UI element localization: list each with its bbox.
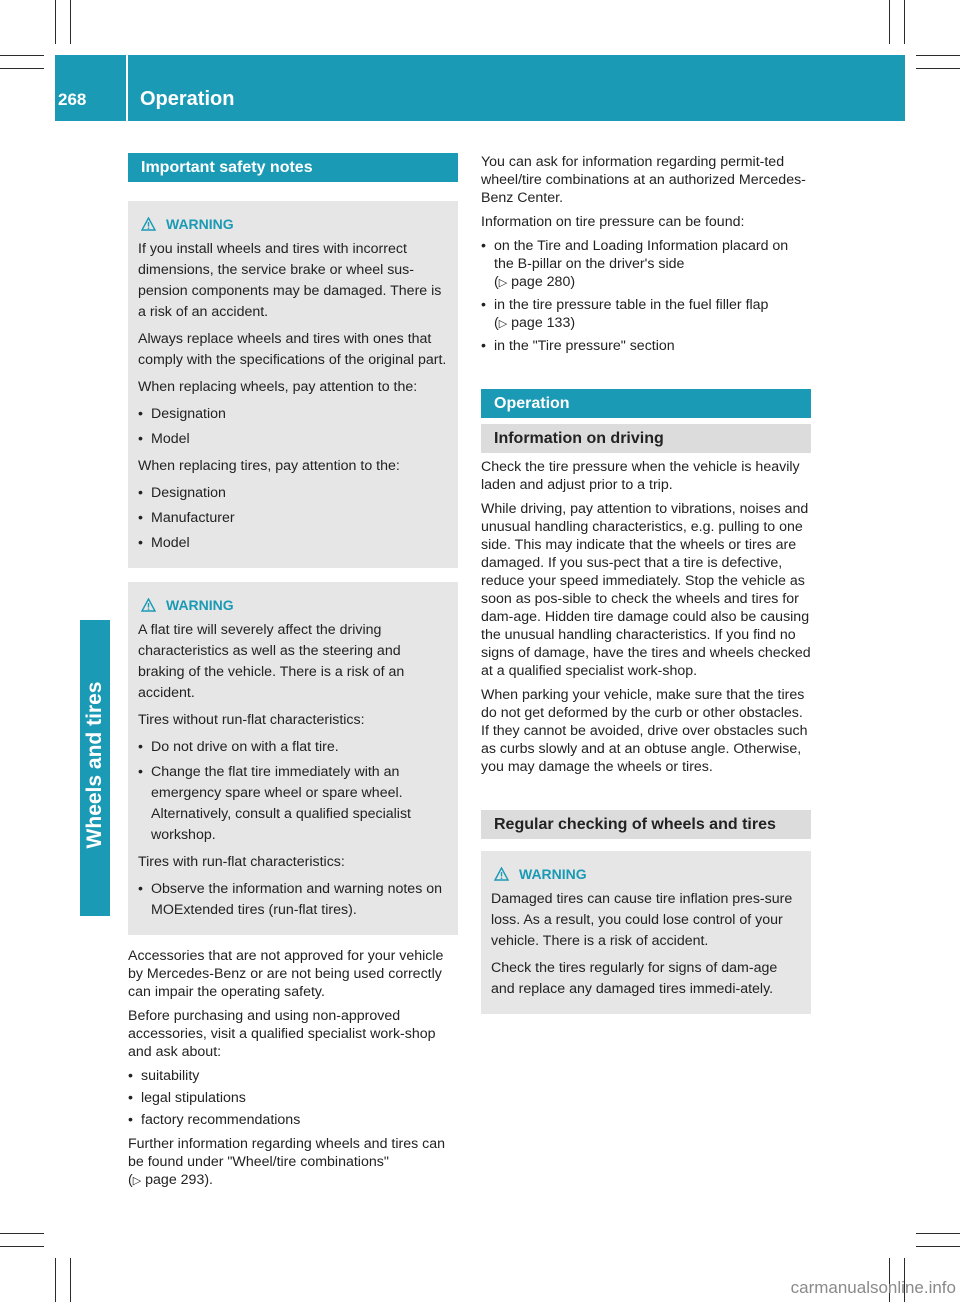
run-flat-none-list xyxy=(138,737,448,846)
warning-text: Tires with run-flat characteristics: xyxy=(138,854,345,870)
crop-mark xyxy=(0,68,44,69)
page-reference-text: page 133) xyxy=(511,315,576,331)
list-item: • factory recommendations xyxy=(128,1111,458,1129)
crop-mark xyxy=(889,0,890,44)
paragraph-text: Further information regarding wheels and tires can be found under "Wheel/tire combinations" xyxy=(128,1136,446,1170)
list-item: • Model xyxy=(138,533,448,554)
warning-text: Always replace wheels and tires with ones that comply with the specifications of the original part. xyxy=(138,331,447,368)
warning-text: When replacing tires, pay attention to the: xyxy=(138,458,400,474)
list-item: • Observe the information and warning notes on MOExtended tires (run-flat tires). xyxy=(138,879,448,921)
list-item: • Designation xyxy=(138,483,448,504)
crop-mark xyxy=(904,0,905,44)
triangle-right-icon: ▷ xyxy=(132,1175,142,1187)
subsection-title-driving: Information on driving xyxy=(481,424,811,453)
list-item: • Model xyxy=(138,429,448,450)
page-number: 268 xyxy=(58,90,87,109)
warning-text: Tires without run-flat characteristics: xyxy=(138,712,365,728)
subsection-title-regular-checking: Regular checking of wheels and tires xyxy=(481,810,811,839)
warning-triangle-icon xyxy=(494,867,509,881)
list-item: • Do not drive on with a flat tire. xyxy=(138,737,448,758)
run-flat-list xyxy=(138,879,448,921)
paragraph: Information on tire pressure can be found: xyxy=(481,214,745,230)
paragraph: While driving, pay attention to vibrations, noises and unusual handling characteristics, e.g. pulling to one side. This may indicate that the wheels or tires are damaged. If you sus-pect that a tire is defective, reduce your speed immediately. Stop the vehicle as soon as pos-sible to check the wheels and tires for dam-age. Hidden tire damage could also be causing the unusual handling characteristics. If you find no signs of damage, have the tires and wheels checked at a qualified specialist work-shop. xyxy=(481,501,811,679)
warning-heading xyxy=(138,594,448,616)
warning-heading xyxy=(138,213,448,235)
triangle-right-icon: ▷ xyxy=(498,318,508,330)
driving-text xyxy=(481,458,811,776)
warning-triangle-icon xyxy=(141,217,156,231)
left-column xyxy=(128,153,458,1196)
list-item xyxy=(481,296,811,333)
tire-pressure-sources-list xyxy=(481,237,811,355)
list-item: • suitability xyxy=(128,1067,458,1085)
accessories-text xyxy=(128,947,458,1190)
crop-mark xyxy=(916,1246,960,1247)
page-reference-text: page 293). xyxy=(145,1172,213,1188)
warning-heading xyxy=(491,863,801,885)
list-item-text: in the tire pressure table in the fuel filler flap xyxy=(494,297,769,313)
list-item xyxy=(481,237,811,292)
list-item: • legal stipulations xyxy=(128,1089,458,1107)
paragraph xyxy=(128,1135,458,1190)
warning-box-flat-tire xyxy=(128,582,458,935)
paragraph: You can ask for information regarding permit-ted wheel/tire combinations at an authorized Mercedes-Benz Center. xyxy=(481,154,806,206)
page-reference[interactable]: (▷ page 280) xyxy=(494,274,576,290)
page-title: Operation xyxy=(140,88,235,110)
warning-label: WARNING xyxy=(519,866,587,882)
page-reference[interactable]: (▷ page 293). xyxy=(128,1172,213,1188)
list-item-text: on the Tire and Loading Information placard on the B-pillar on the driver's side xyxy=(494,238,789,272)
warning-label: WARNING xyxy=(166,216,234,232)
triangle-right-icon: ▷ xyxy=(498,277,508,289)
paragraph: Accessories that are not approved for your vehicle by Mercedes-Benz or are not being used correctly can impair the operating safety. xyxy=(128,948,444,1000)
crop-mark xyxy=(70,0,71,44)
warning-text: When replacing wheels, pay attention to the: xyxy=(138,379,418,395)
list-item-text: in the "Tire pressure" section xyxy=(494,338,675,354)
tire-info-text xyxy=(481,153,811,355)
warning-box-incorrect-wheels xyxy=(128,201,458,568)
crop-mark xyxy=(916,55,960,56)
wheel-checklist xyxy=(138,404,448,450)
tire-checklist xyxy=(138,483,448,554)
warning-box-damaged-tires xyxy=(481,851,811,1014)
warning-text: Damaged tires can cause tire inflation pres-sure loss. As a result, you could lose control of your vehicle. There is a risk of accident. xyxy=(491,891,793,949)
list-item: • Change the flat tire immediately with an emergency spare wheel or spare wheel. Alternatively, consult a qualified specialist workshop. xyxy=(138,762,448,846)
section-title-operation: Operation xyxy=(481,389,811,418)
paragraph: When parking your vehicle, make sure that the tires do not get deformed by the curb or other obstacles. If they cannot be avoided, drive over obstacles such as curbs slowly and at an obtuse angle. Otherwise, you may damage the wheels or tires. xyxy=(481,687,808,775)
crop-mark xyxy=(55,0,56,44)
crop-mark xyxy=(55,1258,56,1302)
crop-mark xyxy=(916,1233,960,1234)
right-column xyxy=(481,153,811,1014)
section-title-important-safety-notes: Important safety notes xyxy=(128,153,458,182)
warning-text: Check the tires regularly for signs of dam-age and replace any damaged tires immedi-ately. xyxy=(491,960,778,997)
list-item xyxy=(481,337,811,355)
list-item: • Manufacturer xyxy=(138,508,448,529)
warning-text: If you install wheels and tires with incorrect dimensions, the service brake or wheel sus-pension components may be damaged. There is a risk of an accident. xyxy=(138,241,442,320)
crop-mark xyxy=(916,68,960,69)
footer-watermark: carmanualsonline.info xyxy=(790,1278,956,1297)
page-reference-text: page 280) xyxy=(511,274,576,290)
warning-label: WARNING xyxy=(166,597,234,613)
crop-mark xyxy=(0,1233,44,1234)
page-reference[interactable]: (▷ page 133) xyxy=(494,315,576,331)
paragraph: Before purchasing and using non-approved accessories, visit a qualified specialist work-shop and ask about: xyxy=(128,1008,436,1060)
list-item: • Designation xyxy=(138,404,448,425)
crop-mark xyxy=(0,1246,44,1247)
crop-mark xyxy=(70,1258,71,1302)
side-tab-label: Wheels and tires xyxy=(83,681,106,849)
paragraph: Check the tire pressure when the vehicle is heavily laden and adjust prior to a trip. xyxy=(481,459,800,493)
warning-triangle-icon xyxy=(141,598,156,612)
warning-text: A flat tire will severely affect the driving characteristics as well as the steering and braking of the vehicle. There is a risk of an accident. xyxy=(138,622,405,701)
header-divider xyxy=(126,55,128,121)
crop-mark xyxy=(0,55,44,56)
ask-about-list xyxy=(128,1067,458,1129)
